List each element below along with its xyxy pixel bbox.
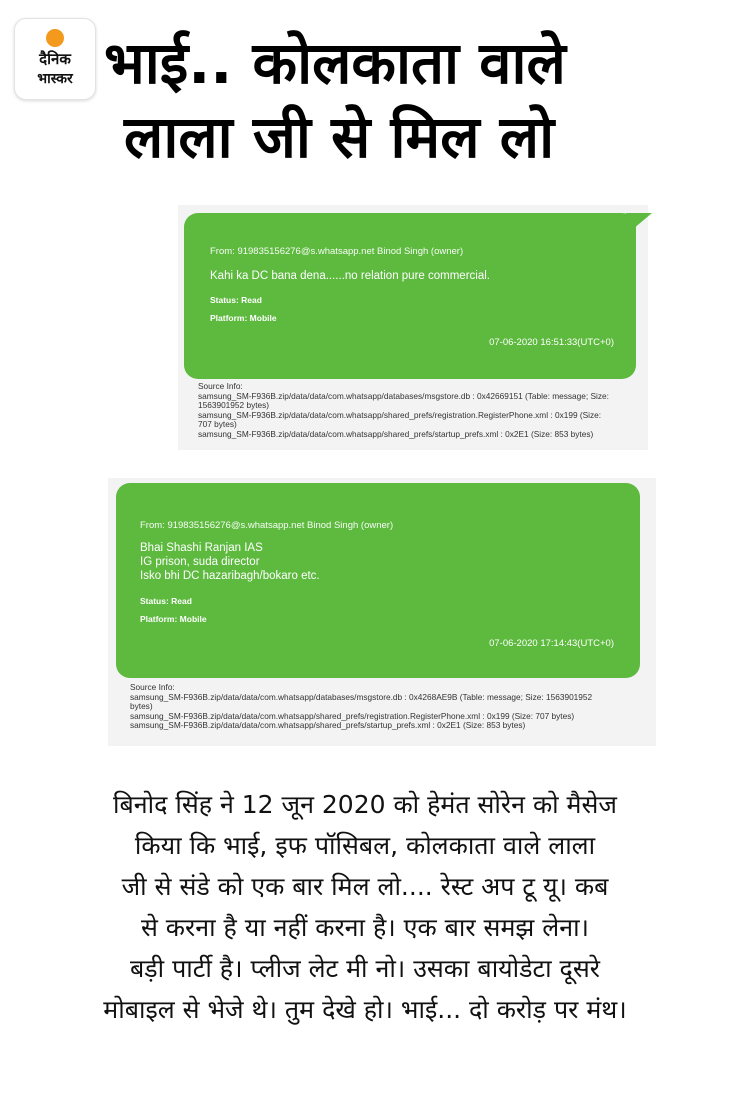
- source-line: samsung_SM-F936B.zip/data/data/com.whatsapp/databases/msgstore.db : 0x4268AE9B (Table: message; Size: 1563901952: [130, 691, 593, 702]
- headline: [104, 26, 704, 174]
- source-line: samsung_SM-F936B.zip/data/data/com.whatsapp/shared_prefs/startup_prefs.xml : 0x2E1 (Size: 853 bytes): [130, 720, 526, 731]
- message-status: Status: Read: [140, 596, 192, 606]
- source-line: 707 bytes): [198, 419, 237, 430]
- source-info: [198, 382, 609, 440]
- source-line: samsung_SM-F936B.zip/data/data/com.whatsapp/shared_prefs/registration.RegisterPhone.xml : 0x199 (Size:: [198, 409, 602, 420]
- message-platform: Platform: Mobile: [210, 313, 277, 323]
- headline-line-2: लाला जी से मिल लो: [124, 103, 555, 171]
- message-bubble-1: [184, 213, 636, 379]
- caption-line: किया कि भाई, इफ पॉसिबल, कोलकाता वाले लाला: [134, 831, 596, 860]
- message-timestamp: 07-06-2020 16:51:33(UTC+0): [489, 337, 614, 348]
- source-line: samsung_SM-F936B.zip/data/data/com.whatsapp/shared_prefs/startup_prefs.xml : 0x2E1 (Size: 853 bytes): [198, 428, 594, 439]
- logo-line-2: भास्कर: [37, 71, 73, 87]
- source-line: bytes): [130, 701, 153, 712]
- message-body-line: Kahi ka DC bana dena......no relation pure commercial.: [210, 270, 490, 282]
- source-line: 1563901952 bytes): [198, 400, 270, 411]
- caption: [30, 784, 700, 1030]
- caption-line: बिनोद सिंह ने 12 जून 2020 को हेमंत सोरेन को मैसेज: [113, 790, 617, 819]
- sun-icon: [46, 29, 64, 47]
- dainik-bhaskar-logo: [14, 18, 96, 100]
- caption-line: बड़ी पार्टी है। प्लीज लेट मी नो। उसका बायोडेटा दूसरे: [130, 954, 600, 983]
- caption-line: जी से संडे को एक बार मिल लो.... रेस्ट अप टू यू। कब: [121, 872, 609, 901]
- source-line: samsung_SM-F936B.zip/data/data/com.whatsapp/shared_prefs/registration.RegisterPhone.xml : 0x199 (Size: 707 bytes): [130, 710, 575, 721]
- headline-line-1: भाई.. कोलकाता वाले: [104, 29, 566, 97]
- message-status: Status: Read: [210, 295, 262, 305]
- message-body-line: IG prison, suda director: [140, 556, 260, 568]
- message-screenshot-2: [108, 478, 656, 746]
- message-screenshot-1: [178, 205, 648, 450]
- message-bubble-2: [116, 483, 640, 678]
- message-body: [210, 269, 490, 283]
- message-body: [140, 541, 320, 583]
- caption-line: से करना है या नहीं करना है। एक बार समझ लेना।: [140, 913, 590, 942]
- logo-line-1: दैनिक: [39, 50, 71, 68]
- message-sender: From: 919835156276@s.whatsapp.net Binod Singh (owner): [210, 246, 464, 257]
- caption-line: मोबाइल से भेजे थे। तुम देखे हो। भाई... दो करोड़ पर मंथ।: [103, 995, 627, 1024]
- message-timestamp: 07-06-2020 17:14:43(UTC+0): [489, 638, 614, 649]
- source-line: Source Info:: [130, 682, 175, 692]
- message-platform: Platform: Mobile: [140, 614, 207, 624]
- message-body-line: Isko bhi DC hazaribagh/bokaro etc.: [140, 570, 320, 582]
- source-info: [130, 683, 592, 731]
- source-line: samsung_SM-F936B.zip/data/data/com.whatsapp/databases/msgstore.db : 0x42669151 (Table: message; Size:: [198, 390, 609, 401]
- bubble-tail: [626, 213, 652, 235]
- message-sender: From: 919835156276@s.whatsapp.net Binod Singh (owner): [140, 520, 394, 531]
- source-line: Source Info:: [198, 381, 243, 391]
- message-body-line: Bhai Shashi Ranjan IAS: [140, 542, 263, 554]
